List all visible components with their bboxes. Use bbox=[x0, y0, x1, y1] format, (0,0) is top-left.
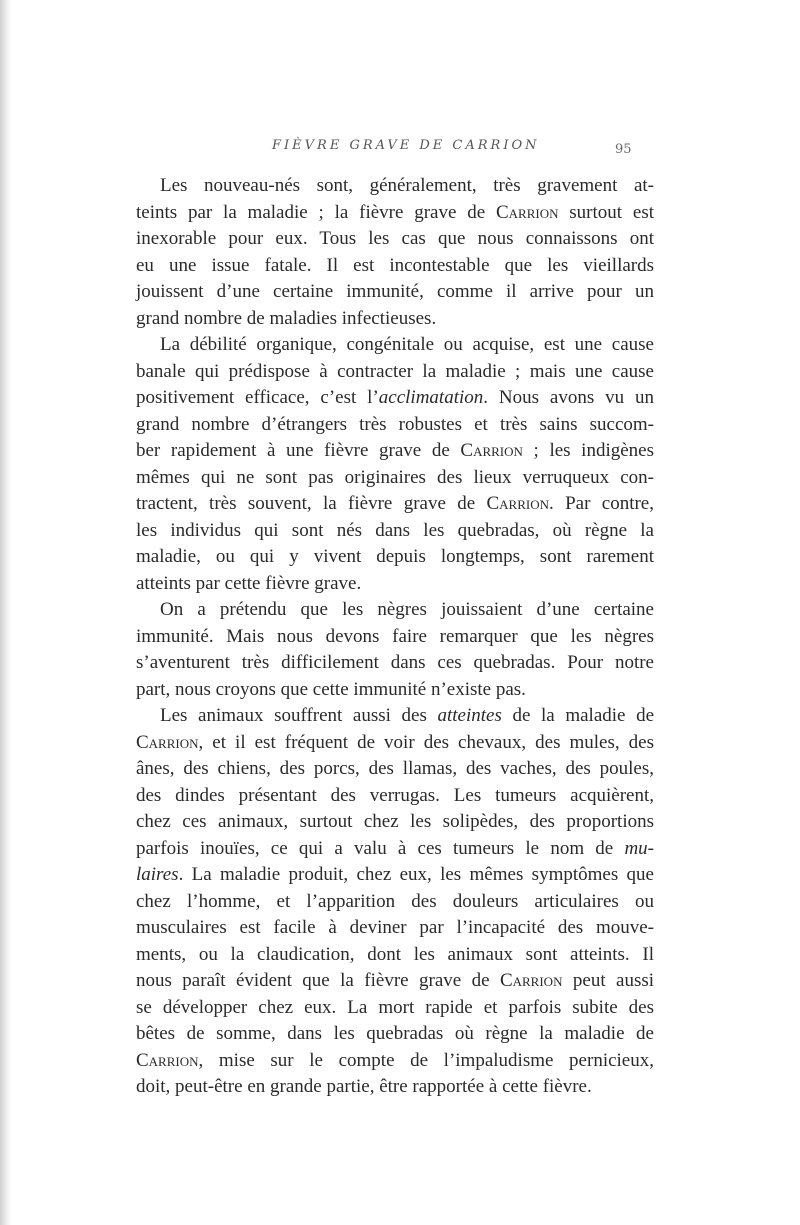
text-line: immunité. Mais nous devons faire remarquer que les nègres bbox=[136, 625, 654, 647]
paragraph-3 bbox=[136, 597, 654, 703]
text-line: Les nouveau-nés sont, généralement, très gravement at- bbox=[160, 175, 654, 196]
text-line: part, nous croyons que cette immunité n’existe pas. bbox=[136, 678, 526, 700]
text-line: La débilité organique, congénitale ou acquise, est une cause bbox=[160, 334, 654, 355]
text-line: s’aventurent très difficilement dans ces quebradas. Pour notre bbox=[136, 652, 654, 673]
author-name: Carrion bbox=[136, 731, 199, 753]
paragraph-1 bbox=[136, 173, 654, 332]
text-line: banale qui prédispose à contracter la maladie ; mais une cause bbox=[136, 360, 654, 382]
italic-term: laires bbox=[136, 864, 179, 885]
author-name: Carrion bbox=[495, 201, 559, 223]
text-line: Carrion, mise sur le compte de l’impaludisme pernicieux, bbox=[136, 1049, 654, 1071]
paragraph-2 bbox=[136, 332, 654, 597]
author-name: Carrion bbox=[486, 493, 550, 514]
italic-term: atteintes bbox=[437, 705, 502, 726]
body-text bbox=[136, 173, 654, 1101]
text-line: doit, peut-être en grande partie, être rapportée à cette fièvre. bbox=[136, 1076, 592, 1097]
text-line: grand nombre de maladies infectieuses. bbox=[136, 307, 437, 329]
text-line: mêmes qui ne sont pas originaires des lieux verruqueux con- bbox=[136, 466, 654, 488]
text-line: maladie, ou qui y vivent depuis longtemps, sont rarement bbox=[136, 546, 654, 567]
text-line: positivement efficace, c’est l’acclimatation. Nous avons vu un bbox=[136, 387, 654, 408]
text-line: atteints par cette fièvre grave. bbox=[136, 572, 362, 594]
author-name: Carrion bbox=[499, 970, 563, 991]
text-line: inexorable pour eux. Tous les cas que nous connaissons ont bbox=[136, 228, 654, 249]
text-line: parfois inouïes, ce qui a valu à ces tumeurs le nom de mu- bbox=[136, 837, 654, 859]
text-line: ânes, des chiens, des porcs, des llamas, des vaches, des poules, bbox=[136, 758, 654, 779]
text-line: Carrion, et il est fréquent de voir des chevaux, des mules, des bbox=[136, 731, 654, 753]
page-edge-shadow bbox=[0, 0, 12, 1225]
text-line: Les animaux souffrent aussi des atteintes de la maladie de bbox=[160, 705, 654, 726]
text-line: ber rapidement à une fièvre grave de Carrion ; les indigènes bbox=[136, 440, 655, 461]
text-line: nous paraît évident que la fièvre grave de Carrion peut aussi bbox=[136, 970, 655, 991]
text-line: jouissent d’une certaine immunité, comme il arrive pour un bbox=[136, 281, 654, 302]
text-line: laires. La maladie produit, chez eux, les mêmes symptômes que bbox=[136, 864, 654, 885]
italic-term: mu- bbox=[624, 837, 654, 859]
text-line: se développer chez eux. La mort rapide et parfois subite des bbox=[136, 996, 654, 1018]
text-line: musculaires est facile à deviner par l’incapacité des mouve- bbox=[136, 917, 654, 938]
text-line: ments, ou la claudication, dont les animaux sont atteints. Il bbox=[136, 943, 654, 965]
text-line: bêtes de somme, dans les quebradas où règne la maladie de bbox=[136, 1023, 654, 1044]
text-line: eu une issue fatale. Il est incontestable que les vieillards bbox=[136, 254, 654, 276]
text-line: tractent, très souvent, la fièvre grave de Carrion. Par contre, bbox=[136, 493, 654, 514]
page-number: 95 bbox=[615, 142, 632, 157]
text-line: On a prétendu que les nègres jouissaient d’une certaine bbox=[160, 599, 654, 620]
author-name: Carrion bbox=[460, 440, 523, 461]
text-line: teints par la maladie ; la fièvre grave de Carrion surtout est bbox=[136, 201, 654, 223]
text-line: chez ces animaux, surtout chez les solipèdes, des proportions bbox=[136, 811, 654, 832]
text-line: grand nombre d’étrangers très robustes et très sains succom- bbox=[136, 413, 654, 435]
italic-term: acclimatation bbox=[378, 387, 484, 408]
text-line: les individus qui sont nés dans les quebradas, où règne la bbox=[136, 519, 654, 541]
running-head: FIÈVRE GRAVE DE CARRION bbox=[272, 138, 540, 153]
author-name: Carrion bbox=[136, 1049, 199, 1071]
text-line: chez l’homme, et l’apparition des douleurs articulaires ou bbox=[136, 890, 654, 912]
paragraph-4 bbox=[136, 703, 654, 1101]
text-line: des dindes présentant des verrugas. Les tumeurs acquièrent, bbox=[136, 784, 654, 806]
